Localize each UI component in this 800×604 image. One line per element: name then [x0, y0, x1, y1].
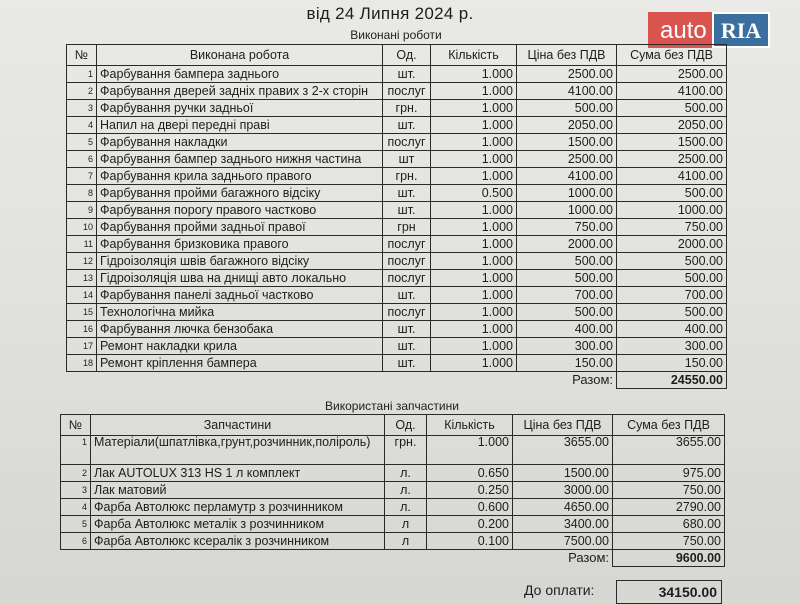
- row-number: 4: [67, 117, 97, 134]
- logo-ria-text: RIA: [712, 12, 770, 48]
- payment-total: 34150.00: [616, 580, 722, 604]
- total-value: 24550.00: [617, 372, 727, 389]
- row-number: 3: [61, 482, 91, 499]
- row-price: 750.00: [517, 219, 617, 236]
- total-spacer: [67, 372, 517, 389]
- row-number: 7: [67, 168, 97, 185]
- col-header-sum: Сума без ПДВ: [617, 45, 727, 66]
- table-row: [67, 100, 727, 117]
- row-quantity: 1.000: [431, 151, 517, 168]
- row-price: 400.00: [517, 321, 617, 338]
- row-number: 11: [67, 236, 97, 253]
- row-description: Фарбування ручки задньої: [97, 100, 383, 117]
- row-unit: послуг: [383, 83, 431, 100]
- row-unit: грн.: [383, 168, 431, 185]
- table-row: [67, 236, 727, 253]
- col-header-quantity: Кількість: [431, 45, 517, 66]
- col-header-quantity: Кількість: [427, 415, 513, 436]
- row-sum: 400.00: [617, 321, 727, 338]
- row-quantity: 0.100: [427, 533, 513, 550]
- col-header-unit: Од.: [383, 45, 431, 66]
- row-number: 8: [67, 185, 97, 202]
- col-header-unit: Од.: [385, 415, 427, 436]
- row-description: Лак матовий: [91, 482, 385, 499]
- row-price: 3000.00: [513, 482, 613, 499]
- row-description: Фарбування панелі задньої частково: [97, 287, 383, 304]
- row-description: Гідроізоляція шва на днищі авто локально: [97, 270, 383, 287]
- works-section-title: Виконані роботи: [350, 28, 442, 42]
- row-sum: 1500.00: [617, 134, 727, 151]
- row-sum: 300.00: [617, 338, 727, 355]
- row-price: 150.00: [517, 355, 617, 372]
- row-quantity: 1.000: [431, 168, 517, 185]
- row-quantity: 1.000: [431, 304, 517, 321]
- row-unit: шт.: [383, 117, 431, 134]
- row-number: 16: [67, 321, 97, 338]
- row-unit: л.: [385, 482, 427, 499]
- row-sum: 1000.00: [617, 202, 727, 219]
- row-price: 2050.00: [517, 117, 617, 134]
- row-description: Фарбування пройми багажного відсіку: [97, 185, 383, 202]
- row-description: Фарба Автолюкс ксералік з розчинником: [91, 533, 385, 550]
- parts-table-body: [61, 436, 725, 567]
- row-number: 2: [67, 83, 97, 100]
- row-sum: 750.00: [613, 533, 725, 550]
- total-value: 9600.00: [613, 550, 725, 567]
- table-row: [67, 202, 727, 219]
- row-unit: л: [385, 533, 427, 550]
- works-header-row: [67, 45, 727, 66]
- row-quantity: 0.500: [431, 185, 517, 202]
- row-number: 13: [67, 270, 97, 287]
- table-row: [67, 355, 727, 372]
- row-unit: шт.: [383, 66, 431, 83]
- row-number: 14: [67, 287, 97, 304]
- row-price: 500.00: [517, 304, 617, 321]
- row-unit: послуг: [383, 236, 431, 253]
- row-price: 700.00: [517, 287, 617, 304]
- row-number: 18: [67, 355, 97, 372]
- table-row: [61, 436, 725, 465]
- row-price: 2500.00: [517, 66, 617, 83]
- row-number: 9: [67, 202, 97, 219]
- table-row: [67, 151, 727, 168]
- row-description: Фарбування крила заднього правого: [97, 168, 383, 185]
- row-quantity: 1.000: [431, 117, 517, 134]
- row-description: Фарбування бампера заднього: [97, 66, 383, 83]
- payment-label: До оплати:: [524, 582, 595, 598]
- table-row: [67, 83, 727, 100]
- row-number: 1: [61, 436, 91, 465]
- table-row: [67, 321, 727, 338]
- works-table: [66, 44, 727, 389]
- table-row: [61, 499, 725, 516]
- row-number: 5: [67, 134, 97, 151]
- row-sum: 3655.00: [613, 436, 725, 465]
- row-quantity: 1.000: [431, 219, 517, 236]
- row-number: 17: [67, 338, 97, 355]
- row-price: 3400.00: [513, 516, 613, 533]
- row-price: 4100.00: [517, 83, 617, 100]
- row-quantity: 0.250: [427, 482, 513, 499]
- row-sum: 750.00: [617, 219, 727, 236]
- table-row: [67, 287, 727, 304]
- row-quantity: 1.000: [431, 321, 517, 338]
- row-sum: 500.00: [617, 304, 727, 321]
- row-description: Фарбування лючка бензобака: [97, 321, 383, 338]
- row-sum: 500.00: [617, 185, 727, 202]
- row-quantity: 1.000: [431, 236, 517, 253]
- row-number: 3: [67, 100, 97, 117]
- row-description: Ремонт накладки крила: [97, 338, 383, 355]
- row-sum: 680.00: [613, 516, 725, 533]
- logo-auto-text: auto: [648, 12, 712, 48]
- total-spacer: [61, 550, 513, 567]
- row-description: Ремонт кріплення бампера: [97, 355, 383, 372]
- row-number: 2: [61, 465, 91, 482]
- total-row: [67, 372, 727, 389]
- row-unit: грн.: [385, 436, 427, 465]
- row-description: Фарбування порогу правого частково: [97, 202, 383, 219]
- row-quantity: 1.000: [431, 202, 517, 219]
- row-unit: шт.: [383, 355, 431, 372]
- table-row: [61, 465, 725, 482]
- row-price: 7500.00: [513, 533, 613, 550]
- row-description: Гідроізоляція швів багажного відсіку: [97, 253, 383, 270]
- row-quantity: 1.000: [431, 253, 517, 270]
- table-row: [67, 304, 727, 321]
- total-row: [61, 550, 725, 567]
- row-quantity: 1.000: [431, 100, 517, 117]
- table-row: [61, 533, 725, 550]
- table-row: [67, 253, 727, 270]
- row-sum: 750.00: [613, 482, 725, 499]
- row-quantity: 1.000: [431, 338, 517, 355]
- row-unit: л.: [385, 465, 427, 482]
- row-quantity: 1.000: [427, 436, 513, 465]
- row-sum: 700.00: [617, 287, 727, 304]
- row-sum: 4100.00: [617, 168, 727, 185]
- row-unit: послуг: [383, 304, 431, 321]
- row-description: Фарбування бризковика правого: [97, 236, 383, 253]
- col-header-price: Ціна без ПДВ: [513, 415, 613, 436]
- table-row: [67, 185, 727, 202]
- row-quantity: 1.000: [431, 66, 517, 83]
- row-quantity: 1.000: [431, 134, 517, 151]
- row-unit: послуг: [383, 253, 431, 270]
- row-unit: шт.: [383, 287, 431, 304]
- row-sum: 500.00: [617, 270, 727, 287]
- row-number: 1: [67, 66, 97, 83]
- row-sum: 500.00: [617, 253, 727, 270]
- row-unit: л.: [385, 499, 427, 516]
- col-header-number: №: [61, 415, 91, 436]
- row-number: 4: [61, 499, 91, 516]
- row-quantity: 1.000: [431, 83, 517, 100]
- row-quantity: 0.600: [427, 499, 513, 516]
- parts-header-row: [61, 415, 725, 436]
- row-price: 500.00: [517, 100, 617, 117]
- row-quantity: 1.000: [431, 355, 517, 372]
- row-description: Фарба Автолюкс перламутр з розчинником: [91, 499, 385, 516]
- row-unit: грн.: [383, 100, 431, 117]
- row-number: 10: [67, 219, 97, 236]
- table-row: [67, 134, 727, 151]
- parts-table: [60, 414, 725, 567]
- row-unit: послуг: [383, 134, 431, 151]
- row-price: 1000.00: [517, 202, 617, 219]
- row-unit: л: [385, 516, 427, 533]
- row-number: 15: [67, 304, 97, 321]
- row-unit: послуг: [383, 270, 431, 287]
- table-row: [61, 482, 725, 499]
- row-description: Фарбування дверей задніх правих з 2-х сторін: [97, 83, 383, 100]
- row-description: Лак AUTOLUX 313 HS 1 л комплект: [91, 465, 385, 482]
- row-description: Технологічна мийка: [97, 304, 383, 321]
- table-row: [67, 168, 727, 185]
- parts-section-title: Використані запчастини: [325, 399, 459, 413]
- table-row: [67, 338, 727, 355]
- col-header-parts: Запчастини: [91, 415, 385, 436]
- col-header-sum: Сума без ПДВ: [613, 415, 725, 436]
- invoice-date: від 24 Липня 2024 р.: [306, 4, 474, 23]
- table-row: [61, 516, 725, 533]
- row-price: 4100.00: [517, 168, 617, 185]
- table-row: [67, 66, 727, 83]
- works-table-body: [67, 66, 727, 389]
- table-row: [67, 117, 727, 134]
- row-price: 2000.00: [517, 236, 617, 253]
- row-sum: 150.00: [617, 355, 727, 372]
- total-label: Разом:: [572, 372, 613, 388]
- row-sum: 2500.00: [617, 151, 727, 168]
- row-price: 2500.00: [517, 151, 617, 168]
- row-description: Фарбування пройми задньої правої: [97, 219, 383, 236]
- row-quantity: 0.650: [427, 465, 513, 482]
- row-number: 6: [67, 151, 97, 168]
- row-number: 12: [67, 253, 97, 270]
- row-unit: шт.: [383, 202, 431, 219]
- row-sum: 2500.00: [617, 66, 727, 83]
- row-unit: шт.: [383, 185, 431, 202]
- row-price: 500.00: [517, 270, 617, 287]
- row-description: Фарбування бампер заднього нижня частина: [97, 151, 383, 168]
- row-price: 1000.00: [517, 185, 617, 202]
- row-quantity: 1.000: [431, 270, 517, 287]
- row-sum: 975.00: [613, 465, 725, 482]
- row-sum: 4100.00: [617, 83, 727, 100]
- total-label: Разом:: [568, 550, 609, 566]
- row-price: 500.00: [517, 253, 617, 270]
- row-unit: шт.: [383, 321, 431, 338]
- row-price: 3655.00: [513, 436, 613, 465]
- table-row: [67, 270, 727, 287]
- row-number: 6: [61, 533, 91, 550]
- col-header-work: Виконана робота: [97, 45, 383, 66]
- row-unit: шт.: [383, 338, 431, 355]
- col-header-number: №: [67, 45, 97, 66]
- table-row: [67, 219, 727, 236]
- row-unit: шт: [383, 151, 431, 168]
- row-quantity: 0.200: [427, 516, 513, 533]
- row-number: 5: [61, 516, 91, 533]
- row-description: Напил на двері передні праві: [97, 117, 383, 134]
- row-price: 1500.00: [513, 465, 613, 482]
- row-sum: 2790.00: [613, 499, 725, 516]
- row-quantity: 1.000: [431, 287, 517, 304]
- row-price: 4650.00: [513, 499, 613, 516]
- row-sum: 500.00: [617, 100, 727, 117]
- col-header-price: Ціна без ПДВ: [517, 45, 617, 66]
- row-sum: 2000.00: [617, 236, 727, 253]
- row-description: Фарба Автолюкс металік з розчинником: [91, 516, 385, 533]
- row-description: Матеріали(шпатлівка,грунт,розчинник,поліроль): [91, 436, 385, 465]
- row-unit: грн: [383, 219, 431, 236]
- row-sum: 2050.00: [617, 117, 727, 134]
- row-price: 300.00: [517, 338, 617, 355]
- row-price: 1500.00: [517, 134, 617, 151]
- row-description: Фарбування накладки: [97, 134, 383, 151]
